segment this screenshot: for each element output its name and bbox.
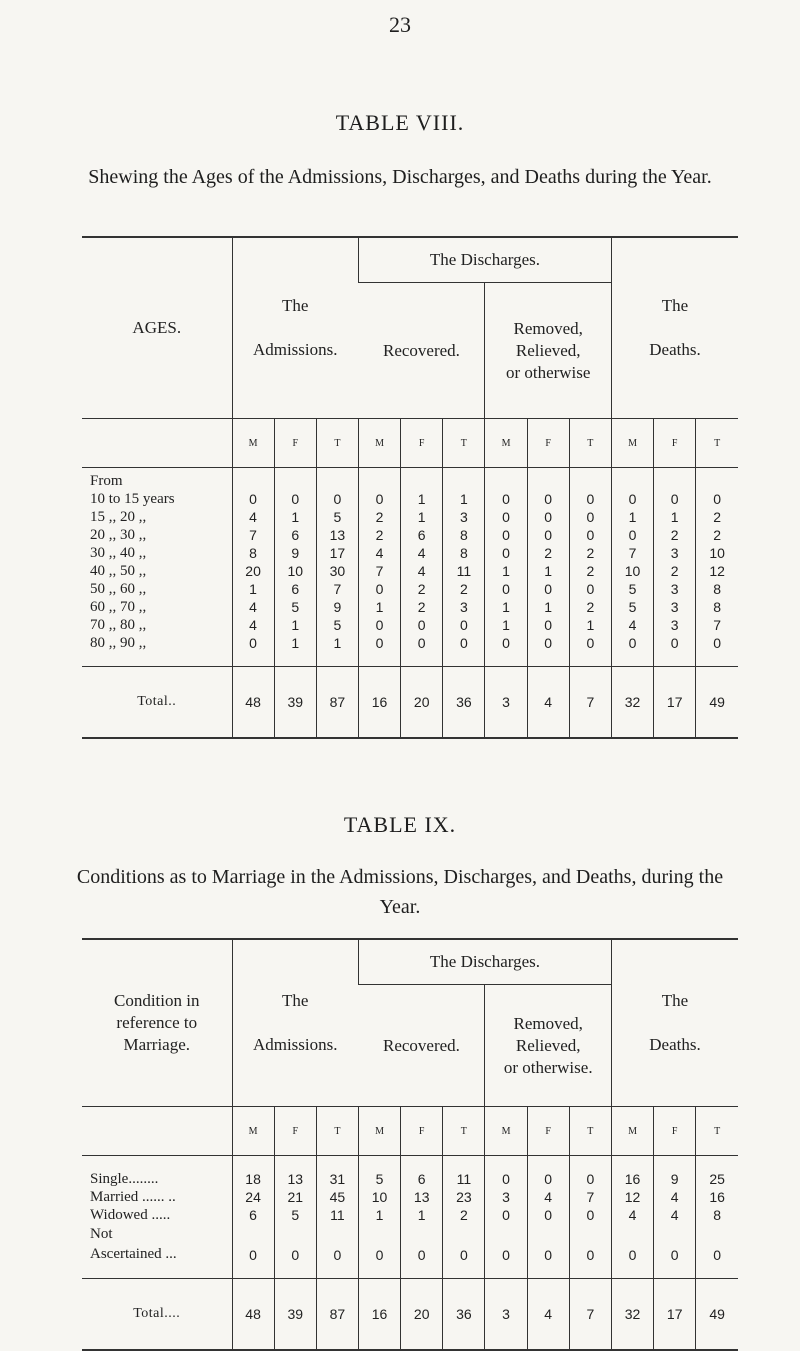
table-cell: 2 [569,544,611,562]
table-cell: 0 [569,580,611,598]
table-cell: 6 [232,1206,274,1224]
table8-footer [82,652,738,738]
table-cell: 4 [654,1188,696,1206]
table-cell: 1 [401,508,443,526]
row-label: 15 ,, 20 ,, [90,509,147,525]
table-cell: 3 [443,508,485,526]
table-cell: 9 [316,598,358,616]
table-cell: 8 [696,580,738,598]
table-cell: 2 [654,526,696,544]
table-cell: 8 [232,544,274,562]
total-cell: 87 [316,667,358,739]
row-label: 70 ,, 80 ,, [90,617,147,633]
table-cell: 16 [696,1188,738,1206]
table-cell: 0 [654,1224,696,1264]
table-cell: 0 [527,526,569,544]
table9-title: TABLE IX. [343,812,457,837]
table-cell: 0 [527,616,569,634]
table-cell: 0 [358,1224,400,1264]
table-cell: 0 [569,1170,611,1188]
table8 [82,236,738,739]
table9-removed-header: Removed, Relieved, or otherwise. [485,985,612,1107]
table9-deaths-header: The Deaths. [611,939,738,1107]
table-cell: 0 [485,544,527,562]
table9-recovered-header: Recovered. [382,1035,460,1055]
table9-condition-header: Condition in reference to Marriage. [82,939,232,1107]
table-cell: 5 [611,598,653,616]
table-cell: 0 [358,634,400,652]
table-cell: 0 [527,508,569,526]
row-label: 10 to 15 years [90,491,175,507]
table-cell: 2 [358,508,400,526]
table-cell: 0 [611,1224,653,1264]
table-cell: 1 [358,1206,400,1224]
table-cell: 4 [401,562,443,580]
table8-title: TABLE VIII. [335,110,465,135]
table-row [82,562,738,580]
table-cell: 0 [316,490,358,508]
table-cell: 4 [232,616,274,634]
table-cell: 0 [443,616,485,634]
table8-caption: Shewing the Ages of the Admissions, Discharges, and Deaths during the Year. [88,166,712,188]
table-cell: 8 [696,598,738,616]
table9-admissions-header: The Admissions. [232,939,358,1107]
table-cell: 2 [527,544,569,562]
table-cell: 1 [316,634,358,652]
table8-total-row [82,667,738,739]
table-row [82,634,738,652]
total-cell: 7 [569,1279,611,1351]
table-row [82,580,738,598]
table-cell: 0 [569,526,611,544]
table8-header [82,237,738,490]
table8-body [82,490,738,652]
table-cell: 5 [274,1206,316,1224]
table-cell: 10 [696,544,738,562]
table-cell: 0 [358,580,400,598]
table-cell: 0 [611,490,653,508]
total-cell: 3 [485,667,527,739]
table-cell: 0 [527,634,569,652]
table-cell: 0 [527,1170,569,1188]
table-cell: 7 [696,616,738,634]
table-cell: 2 [569,562,611,580]
total-cell: 20 [401,1279,443,1351]
table-cell: 1 [401,490,443,508]
table-cell: 18 [232,1170,274,1188]
table-cell: 1 [358,598,400,616]
table-cell: 0 [485,1224,527,1264]
table8-admissions-header: The Admissions. [232,237,358,419]
table-cell: 8 [443,544,485,562]
table-cell: 11 [443,562,485,580]
total-cell: 17 [654,667,696,739]
table-cell: 0 [274,490,316,508]
table-row [82,616,738,634]
table-row [82,508,738,526]
table-cell: 13 [316,526,358,544]
table-cell: 4 [232,598,274,616]
total-cell: 16 [358,1279,400,1351]
table-cell: 0 [527,490,569,508]
table-cell: 1 [485,562,527,580]
total-cell: 32 [611,667,653,739]
table-cell: 30 [316,562,358,580]
table-cell: 6 [274,526,316,544]
total-label: Total.... [82,1279,232,1351]
table-cell: 0 [485,634,527,652]
table-cell: 3 [443,598,485,616]
table-cell: 0 [569,508,611,526]
table-cell: 3 [654,616,696,634]
table-cell: 1 [569,616,611,634]
table-cell: 0 [569,634,611,652]
table-cell: 0 [485,580,527,598]
table-cell: 1 [232,580,274,598]
table-cell: 0 [611,526,653,544]
table-cell: 2 [401,580,443,598]
table-cell: 0 [569,1206,611,1224]
table8-deaths-header: The Deaths. [611,237,738,419]
table-cell: 9 [274,544,316,562]
table-cell: 7 [569,1188,611,1206]
table-cell: 1 [274,634,316,652]
table-cell: 4 [611,1206,653,1224]
row-label: 20 ,, 30 ,, [90,527,147,543]
table-cell: 31 [316,1170,358,1188]
total-label: Total.. [82,667,232,739]
row-label: Married ...... .. [90,1189,176,1205]
table-cell: 0 [485,490,527,508]
table-cell: 0 [696,1224,738,1264]
page-number: 23 [389,12,411,37]
table-row [82,1170,738,1188]
table-cell: 1 [485,598,527,616]
table-cell: 0 [527,1224,569,1264]
table-cell: 12 [696,562,738,580]
total-cell: 20 [401,667,443,739]
row-label: Single........ [90,1171,159,1187]
table-cell: 0 [654,634,696,652]
table-cell: 7 [316,580,358,598]
table8-from-row [82,468,738,491]
row-label: 60 ,, 70 ,, [90,599,147,615]
table-cell: 23 [443,1188,485,1206]
table-cell: 1 [611,508,653,526]
table8-from-label: From [90,473,123,489]
total-cell: 48 [232,1279,274,1351]
table-cell: 0 [527,1206,569,1224]
table-cell: 0 [485,526,527,544]
table-cell: 0 [232,1224,274,1264]
table-cell: 0 [443,1224,485,1264]
table-cell: 3 [654,598,696,616]
table-cell: 4 [232,508,274,526]
table9 [82,938,738,1351]
table-cell: 2 [696,526,738,544]
table-cell: 1 [654,508,696,526]
table-cell: 0 [569,1224,611,1264]
total-cell: 48 [232,667,274,739]
table-cell: 6 [274,580,316,598]
table-cell: 4 [527,1188,569,1206]
table-cell: 24 [232,1188,274,1206]
table-cell: 3 [654,544,696,562]
total-cell: 87 [316,1279,358,1351]
total-cell: 36 [443,1279,485,1351]
table-cell: 2 [358,526,400,544]
table-cell: 5 [358,1170,400,1188]
table-cell: 0 [485,508,527,526]
table-cell: 6 [401,1170,443,1188]
table9-subheader-row: M F T M F T M F T M F T [82,1107,738,1156]
table-cell: 1 [274,508,316,526]
table-cell: 0 [569,490,611,508]
table-cell: 6 [401,526,443,544]
table-cell: 7 [232,526,274,544]
table-cell: 5 [316,616,358,634]
table9-body [82,1170,738,1264]
table-cell: 0 [611,634,653,652]
table-cell: 0 [232,634,274,652]
table-cell: 1 [274,616,316,634]
table-cell: 1 [527,562,569,580]
table-cell: 0 [654,490,696,508]
table-cell: 3 [485,1188,527,1206]
total-cell: 36 [443,667,485,739]
table-cell: 0 [358,616,400,634]
table-cell: 2 [443,580,485,598]
total-cell: 17 [654,1279,696,1351]
total-cell: 32 [611,1279,653,1351]
row-label: Not Ascertained ... [90,1226,177,1262]
table8-removed-header: Removed, Relieved, or otherwise [485,283,612,419]
table-cell: 2 [569,598,611,616]
table-cell: 1 [401,1206,443,1224]
table-cell: 7 [358,562,400,580]
table-cell: 4 [401,544,443,562]
table-cell: 20 [232,562,274,580]
table9-footer [82,1264,738,1350]
table-cell: 0 [358,490,400,508]
table-cell: 5 [316,508,358,526]
total-cell: 49 [696,1279,738,1351]
row-label: 40 ,, 50 ,, [90,563,147,579]
table9-caption: Conditions as to Marriage in the Admissions, Discharges, and Deaths, during the Year. [76,866,724,918]
total-cell: 39 [274,667,316,739]
table-cell: 11 [443,1170,485,1188]
table-row [82,490,738,508]
table-row [82,1188,738,1206]
total-cell: 7 [569,667,611,739]
table-cell: 1 [443,490,485,508]
total-cell: 4 [527,667,569,739]
total-cell: 49 [696,667,738,739]
table-row [82,1224,738,1264]
table-cell: 0 [274,1224,316,1264]
table-row [82,526,738,544]
table8-ages-header: AGES. [82,237,232,419]
row-label: 80 ,, 90 ,, [90,635,147,651]
table-row [82,598,738,616]
table-cell: 10 [274,562,316,580]
table-cell: 13 [274,1170,316,1188]
table-cell: 17 [316,544,358,562]
table-cell: 21 [274,1188,316,1206]
table8-subheader-row: M F T M F T M F T M F T [82,419,738,468]
table-cell: 8 [696,1206,738,1224]
row-label: 30 ,, 40 ,, [90,545,147,561]
table-cell: 10 [611,562,653,580]
table-cell: 2 [654,562,696,580]
table-cell: 1 [527,598,569,616]
table-cell: 10 [358,1188,400,1206]
table-cell: 2 [401,598,443,616]
table-cell: 13 [401,1188,443,1206]
table-cell: 5 [611,580,653,598]
table-cell: 4 [358,544,400,562]
table-cell: 0 [232,490,274,508]
table-cell: 12 [611,1188,653,1206]
table-cell: 2 [443,1206,485,1224]
table-cell: 0 [401,616,443,634]
table-cell: 25 [696,1170,738,1188]
table-cell: 9 [654,1170,696,1188]
table-cell: 8 [443,526,485,544]
table-cell: 0 [696,490,738,508]
table-cell: 2 [696,508,738,526]
table-cell: 7 [611,544,653,562]
table-cell: 0 [401,1224,443,1264]
table-row [82,1206,738,1224]
table-cell: 0 [401,634,443,652]
table-cell: 5 [274,598,316,616]
table-cell: 0 [316,1224,358,1264]
table8-discharges-header: The Discharges. [358,237,611,283]
total-cell: 16 [358,667,400,739]
table-cell: 0 [527,580,569,598]
total-cell: 39 [274,1279,316,1351]
row-label: 50 ,, 60 ,, [90,581,147,597]
table-row [82,544,738,562]
table-cell: 0 [443,634,485,652]
table-cell: 1 [485,616,527,634]
table-cell: 16 [611,1170,653,1188]
table-cell: 0 [485,1170,527,1188]
table-cell: 45 [316,1188,358,1206]
table-cell: 0 [485,1206,527,1224]
table9-header [82,939,738,1170]
total-cell: 4 [527,1279,569,1351]
table-cell: 11 [316,1206,358,1224]
table-cell: 3 [654,580,696,598]
table8-recovered-header: Recovered. [382,340,460,360]
table-cell: 0 [696,634,738,652]
row-label: Widowed ..... [90,1207,171,1223]
table-cell: 4 [654,1206,696,1224]
total-cell: 3 [485,1279,527,1351]
table9-total-row [82,1279,738,1351]
table9-discharges-header: The Discharges. [358,939,611,985]
table-cell: 4 [611,616,653,634]
